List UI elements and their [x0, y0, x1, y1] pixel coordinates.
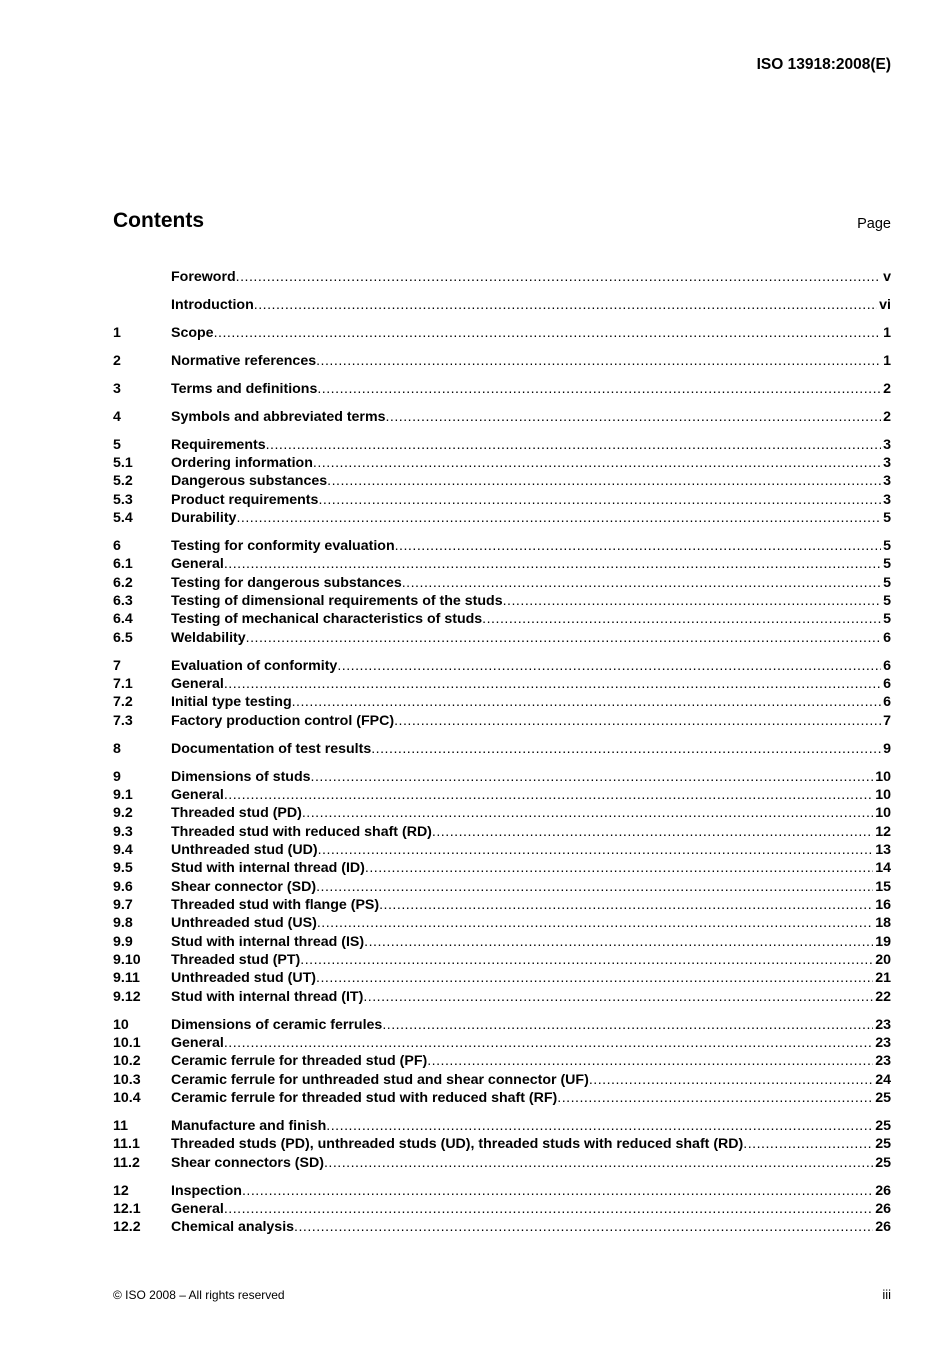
toc-dot-leader [236, 268, 881, 286]
toc-dot-leader [294, 1218, 873, 1236]
toc-entry[interactable] [113, 555, 891, 573]
toc-entry-page: 10 [875, 805, 891, 822]
toc-entry-title: Testing of dimensional requirements of the studs [171, 592, 503, 609]
toc-entry-number: 9.4 [113, 841, 133, 858]
toc-dot-leader [246, 629, 881, 647]
toc-entry-number: 6.5 [113, 629, 133, 646]
toc-entry-title: Normative references [171, 352, 317, 369]
toc-entry-number: 6.4 [113, 611, 133, 628]
toc-entry-page: 6 [883, 657, 891, 674]
toc-dot-leader [365, 859, 873, 877]
toc-entry[interactable] [113, 1200, 891, 1218]
toc-entry-number: 10.1 [113, 1034, 141, 1051]
copyright-notice: © ISO 2008 – All rights reserved [113, 1288, 285, 1302]
toc-entry[interactable] [113, 1071, 891, 1089]
toc-group [113, 1117, 891, 1172]
toc-entry-title: Dimensions of studs [171, 768, 311, 785]
toc-group [113, 380, 891, 398]
toc-entry-title: Ceramic ferrule for unthreaded stud and shear connector (UF) [171, 1071, 589, 1088]
toc-entry-number: 5.1 [113, 454, 133, 471]
toc-entry[interactable] [113, 629, 891, 647]
toc-entry[interactable] [113, 675, 891, 693]
toc-entry-page: 23 [875, 1034, 891, 1051]
toc-dot-leader [242, 1182, 873, 1200]
toc-entry-title: Chemical analysis [171, 1219, 295, 1236]
toc-dot-leader [402, 574, 881, 592]
toc-entry-page: 3 [883, 436, 891, 453]
toc-entry-page: 5 [883, 537, 891, 554]
toc-entry-number: 3 [113, 380, 121, 397]
toc-entry-number: 6.3 [113, 592, 133, 609]
toc-entry-title: Dimensions of ceramic ferrules [171, 1016, 383, 1033]
toc-entry-number: 2 [113, 352, 121, 369]
toc-entry[interactable] [113, 823, 891, 841]
toc-entry-number: 7.2 [113, 694, 133, 711]
toc-entry-page: 25 [875, 1089, 891, 1106]
toc-group [113, 436, 891, 528]
toc-entry-number: 5.4 [113, 510, 133, 526]
toc-dot-leader [364, 933, 873, 951]
toc-entry-number: 9.6 [113, 878, 133, 895]
toc-entry[interactable] [113, 352, 891, 370]
toc-entry-title: Symbols and abbreviated terms [171, 408, 386, 425]
toc-entry[interactable] [113, 1182, 891, 1200]
page-title: Contents [113, 209, 204, 232]
toc-entry-title: Threaded stud (PD) [171, 805, 302, 822]
toc-entry-number: 9.7 [113, 896, 133, 913]
toc-entry-title: Introduction [171, 296, 254, 313]
toc-entry-title: Manufacture and finish [171, 1117, 327, 1134]
toc-entry[interactable] [113, 296, 891, 314]
toc-entry-number: 7.1 [113, 675, 133, 692]
toc-entry-title: Initial type testing [171, 694, 292, 711]
toc-dot-leader [371, 740, 881, 758]
toc-entry[interactable] [113, 859, 891, 877]
toc-dot-leader [318, 841, 874, 859]
toc-entry-page: 13 [875, 841, 891, 858]
toc-entry-page: 23 [875, 1016, 891, 1033]
toc-entry-title: Stud with internal thread (IT) [171, 988, 364, 1005]
toc-group [113, 657, 891, 730]
toc-group [113, 1182, 891, 1237]
toc-entry-number: 5.3 [113, 491, 133, 508]
toc-entry-page: 5 [883, 611, 891, 628]
toc-entry-page: 10 [875, 768, 891, 785]
toc-entry[interactable] [113, 537, 891, 555]
toc-entry-title: Ceramic ferrule for threaded stud (PF) [171, 1053, 428, 1070]
toc-entry-title: Unthreaded stud (UT) [171, 970, 317, 987]
toc-entry-title: Factory production control (FPC) [171, 712, 395, 729]
toc-entry[interactable] [113, 574, 891, 592]
toc-entry-number: 10.4 [113, 1089, 141, 1106]
toc-entry[interactable] [113, 592, 891, 610]
toc-entry-title: Threaded stud with flange (PS) [171, 896, 380, 913]
toc-entry-number: 9.11 [113, 970, 140, 987]
toc-dot-leader [292, 693, 882, 711]
toc-dot-leader [589, 1071, 873, 1089]
toc-entry-title: Ceramic ferrule for threaded stud with reduced shaft (RF) [171, 1089, 558, 1106]
toc-dot-leader [214, 324, 882, 342]
toc-entry[interactable] [113, 1016, 891, 1034]
toc-entry[interactable] [113, 933, 891, 951]
toc-entry-title: General [171, 556, 224, 573]
toc-entry-page: 3 [883, 473, 891, 490]
toc-entry-title: Scope [171, 324, 214, 341]
toc-group [113, 352, 891, 370]
toc-entry-number: 6.1 [113, 556, 133, 573]
toc-entry-page: 5 [883, 510, 891, 526]
toc-entry-page: 16 [875, 896, 891, 913]
toc-entry[interactable] [113, 951, 891, 969]
toc-dot-leader [300, 951, 873, 969]
toc-entry-title: Unthreaded stud (UD) [171, 841, 318, 858]
toc-entry-number: 11 [113, 1117, 128, 1134]
table-of-contents [113, 268, 891, 1246]
toc-dot-leader [327, 472, 881, 490]
toc-entry-page: 10 [875, 786, 891, 803]
toc-entry[interactable] [113, 1218, 891, 1236]
toc-dot-leader [316, 352, 881, 370]
toc-dot-leader [557, 1089, 873, 1107]
toc-entry-title: Stud with internal thread (IS) [171, 933, 365, 950]
toc-entry-title: Stud with internal thread (ID) [171, 860, 365, 877]
toc-entry-page: 15 [875, 878, 891, 895]
toc-dot-leader [224, 786, 873, 804]
toc-entry-number: 9 [113, 768, 121, 785]
toc-entry[interactable] [113, 693, 891, 711]
toc-dot-leader [254, 296, 877, 314]
toc-entry-page: 7 [883, 712, 891, 729]
toc-entry-page: 6 [883, 694, 891, 711]
toc-group [113, 768, 891, 1006]
toc-entry-title: Testing for conformity evaluation [171, 537, 395, 554]
toc-entry[interactable] [113, 841, 891, 859]
toc-dot-leader [379, 896, 873, 914]
toc-entry-page: 22 [875, 988, 891, 1005]
toc-entry-number: 9.8 [113, 915, 133, 932]
toc-dot-leader [236, 509, 881, 527]
toc-entry-page: v [883, 269, 891, 285]
toc-entry-title: Evaluation of conformity [171, 657, 338, 674]
document-id: ISO 13918:2008(E) [756, 56, 891, 73]
toc-group [113, 408, 891, 426]
toc-entry-title: Durability [171, 510, 237, 526]
toc-dot-leader [224, 555, 881, 573]
toc-entry[interactable] [113, 491, 891, 509]
toc-entry[interactable] [113, 1052, 891, 1070]
toc-entry[interactable] [113, 804, 891, 822]
toc-dot-leader [317, 914, 873, 932]
toc-entry-page: 5 [883, 574, 891, 591]
toc-dot-leader [743, 1135, 873, 1153]
toc-entry-page: 26 [875, 1182, 891, 1199]
toc-group [113, 537, 891, 647]
toc-dot-leader [382, 1016, 873, 1034]
toc-dot-leader [326, 1117, 873, 1135]
toc-entry-page: 24 [875, 1071, 891, 1088]
toc-entry-page: 5 [883, 556, 891, 573]
toc-entry-title: General [171, 1034, 224, 1051]
toc-entry-title: Weldability [171, 629, 246, 646]
toc-entry[interactable] [113, 969, 891, 987]
toc-dot-leader [316, 878, 873, 896]
toc-dot-leader [311, 768, 874, 786]
toc-dot-leader [316, 969, 873, 987]
toc-dot-leader [324, 1154, 873, 1172]
toc-entry-page: 2 [883, 408, 891, 425]
toc-entry[interactable] [113, 610, 891, 628]
toc-entry-number: 10.3 [113, 1071, 141, 1088]
toc-entry[interactable] [113, 509, 891, 527]
toc-entry-page: 3 [883, 491, 891, 508]
toc-entry-title: Threaded stud (PT) [171, 951, 301, 968]
toc-dot-leader [394, 712, 881, 730]
toc-entry-page: 1 [883, 324, 891, 341]
toc-group [113, 268, 891, 286]
toc-group [113, 296, 891, 314]
toc-entry-number: 9.2 [113, 805, 133, 822]
page-number: iii [882, 1287, 891, 1302]
toc-dot-leader [224, 1200, 873, 1218]
toc-entry-title: Ordering information [171, 454, 313, 471]
toc-group [113, 324, 891, 342]
toc-entry-number: 12 [113, 1182, 129, 1199]
toc-entry-page: 6 [883, 629, 891, 646]
toc-entry-title: Product requirements [171, 491, 319, 508]
toc-dot-leader [317, 380, 881, 398]
toc-dot-leader [318, 491, 881, 509]
toc-dot-leader [313, 454, 881, 472]
toc-entry-page: 12 [875, 823, 891, 840]
toc-entry-page: 1 [883, 352, 891, 369]
toc-entry[interactable] [113, 1034, 891, 1052]
toc-entry-number: 1 [113, 324, 121, 341]
toc-entry[interactable] [113, 454, 891, 472]
toc-dot-leader [432, 823, 873, 841]
toc-dot-leader [395, 537, 882, 555]
toc-entry-number: 9.1 [113, 786, 133, 803]
toc-dot-leader [266, 436, 882, 454]
toc-entry-title: Inspection [171, 1182, 242, 1199]
toc-entry-page: 5 [883, 592, 891, 609]
toc-entry-number: 7.3 [113, 712, 133, 729]
toc-entry-title: Dangerous substances [171, 473, 328, 490]
toc-entry[interactable] [113, 740, 891, 758]
toc-entry[interactable] [113, 896, 891, 914]
toc-dot-leader [503, 592, 882, 610]
toc-entry-title: Foreword [171, 269, 236, 285]
page-column-label: Page [857, 216, 891, 232]
toc-entry-title: Shear connectors (SD) [171, 1154, 324, 1171]
toc-entry-number: 9.3 [113, 823, 133, 840]
toc-entry-page: vi [879, 296, 891, 313]
toc-entry-page: 18 [875, 915, 891, 932]
toc-entry[interactable] [113, 408, 891, 426]
toc-entry-page: 25 [875, 1136, 891, 1153]
toc-entry-page: 6 [883, 675, 891, 692]
toc-entry-number: 8 [113, 740, 121, 757]
toc-entry[interactable] [113, 324, 891, 342]
toc-entry-number: 12.2 [113, 1219, 141, 1236]
toc-entry[interactable] [113, 380, 891, 398]
toc-entry-title: Unthreaded stud (US) [171, 915, 317, 932]
toc-entry[interactable] [113, 1089, 891, 1107]
toc-entry-title: Threaded studs (PD), unthreaded studs (UD), threaded studs with reduced shaft (RD) [171, 1136, 744, 1153]
toc-entry-title: General [171, 786, 224, 803]
toc-entry[interactable] [113, 712, 891, 730]
toc-entry-number: 6 [113, 537, 121, 554]
toc-entry[interactable] [113, 268, 891, 286]
toc-entry-page: 14 [875, 860, 891, 877]
toc-entry-page: 25 [875, 1154, 891, 1171]
toc-dot-leader [363, 988, 873, 1006]
toc-entry-number: 9.12 [113, 988, 141, 1005]
toc-entry-page: 23 [875, 1053, 891, 1070]
toc-entry[interactable] [113, 1117, 891, 1135]
toc-entry-title: Threaded stud with reduced shaft (RD) [171, 823, 432, 840]
toc-entry-number: 11.2 [113, 1154, 140, 1171]
toc-group [113, 1016, 891, 1108]
toc-entry-page: 26 [875, 1200, 891, 1217]
toc-entry-page: 25 [875, 1117, 891, 1134]
toc-entry[interactable] [113, 914, 891, 932]
toc-entry-title: Terms and definitions [171, 380, 318, 397]
toc-entry-number: 5 [113, 436, 121, 453]
toc-entry[interactable] [113, 657, 891, 675]
toc-group [113, 740, 891, 758]
toc-entry-title: Documentation of test results [171, 740, 372, 757]
toc-dot-leader [337, 657, 881, 675]
toc-entry-number: 9.9 [113, 933, 133, 950]
toc-entry-title: General [171, 1200, 224, 1217]
toc-entry-page: 2 [883, 380, 891, 397]
toc-entry-page: 21 [875, 970, 891, 987]
toc-dot-leader [482, 610, 881, 628]
toc-entry-page: 9 [883, 740, 891, 757]
toc-entry-number: 12.1 [113, 1200, 141, 1217]
toc-entry-number: 9.10 [113, 951, 141, 968]
toc-entry-number: 7 [113, 657, 121, 674]
toc-entry[interactable] [113, 472, 891, 490]
toc-entry[interactable] [113, 988, 891, 1006]
toc-entry[interactable] [113, 1154, 891, 1172]
toc-entry-page: 19 [875, 933, 891, 950]
toc-entry-number: 4 [113, 408, 121, 425]
toc-entry-title: Testing for dangerous substances [171, 574, 402, 591]
toc-entry[interactable] [113, 878, 891, 896]
toc-entry-number: 6.2 [113, 574, 133, 591]
toc-dot-leader [427, 1052, 873, 1070]
toc-dot-leader [302, 804, 873, 822]
toc-entry[interactable] [113, 436, 891, 454]
toc-entry-number: 5.2 [113, 473, 133, 490]
toc-entry-number: 9.5 [113, 860, 133, 877]
toc-entry-number: 10.2 [113, 1053, 141, 1070]
toc-entry-page: 3 [883, 454, 891, 471]
toc-entry[interactable] [113, 786, 891, 804]
toc-entry-title: General [171, 675, 224, 692]
toc-dot-leader [224, 675, 881, 693]
toc-entry-number: 10 [113, 1016, 129, 1033]
toc-entry-page: 26 [875, 1219, 891, 1236]
toc-dot-leader [385, 408, 881, 426]
toc-entry-number: 11.1 [113, 1136, 140, 1153]
toc-entry[interactable] [113, 1135, 891, 1153]
toc-entry-title: Shear connector (SD) [171, 878, 317, 895]
toc-entry-page: 20 [875, 951, 891, 968]
toc-entry[interactable] [113, 768, 891, 786]
toc-dot-leader [224, 1034, 873, 1052]
toc-entry-title: Requirements [171, 436, 266, 453]
toc-entry-title: Testing of mechanical characteristics of studs [171, 611, 483, 628]
